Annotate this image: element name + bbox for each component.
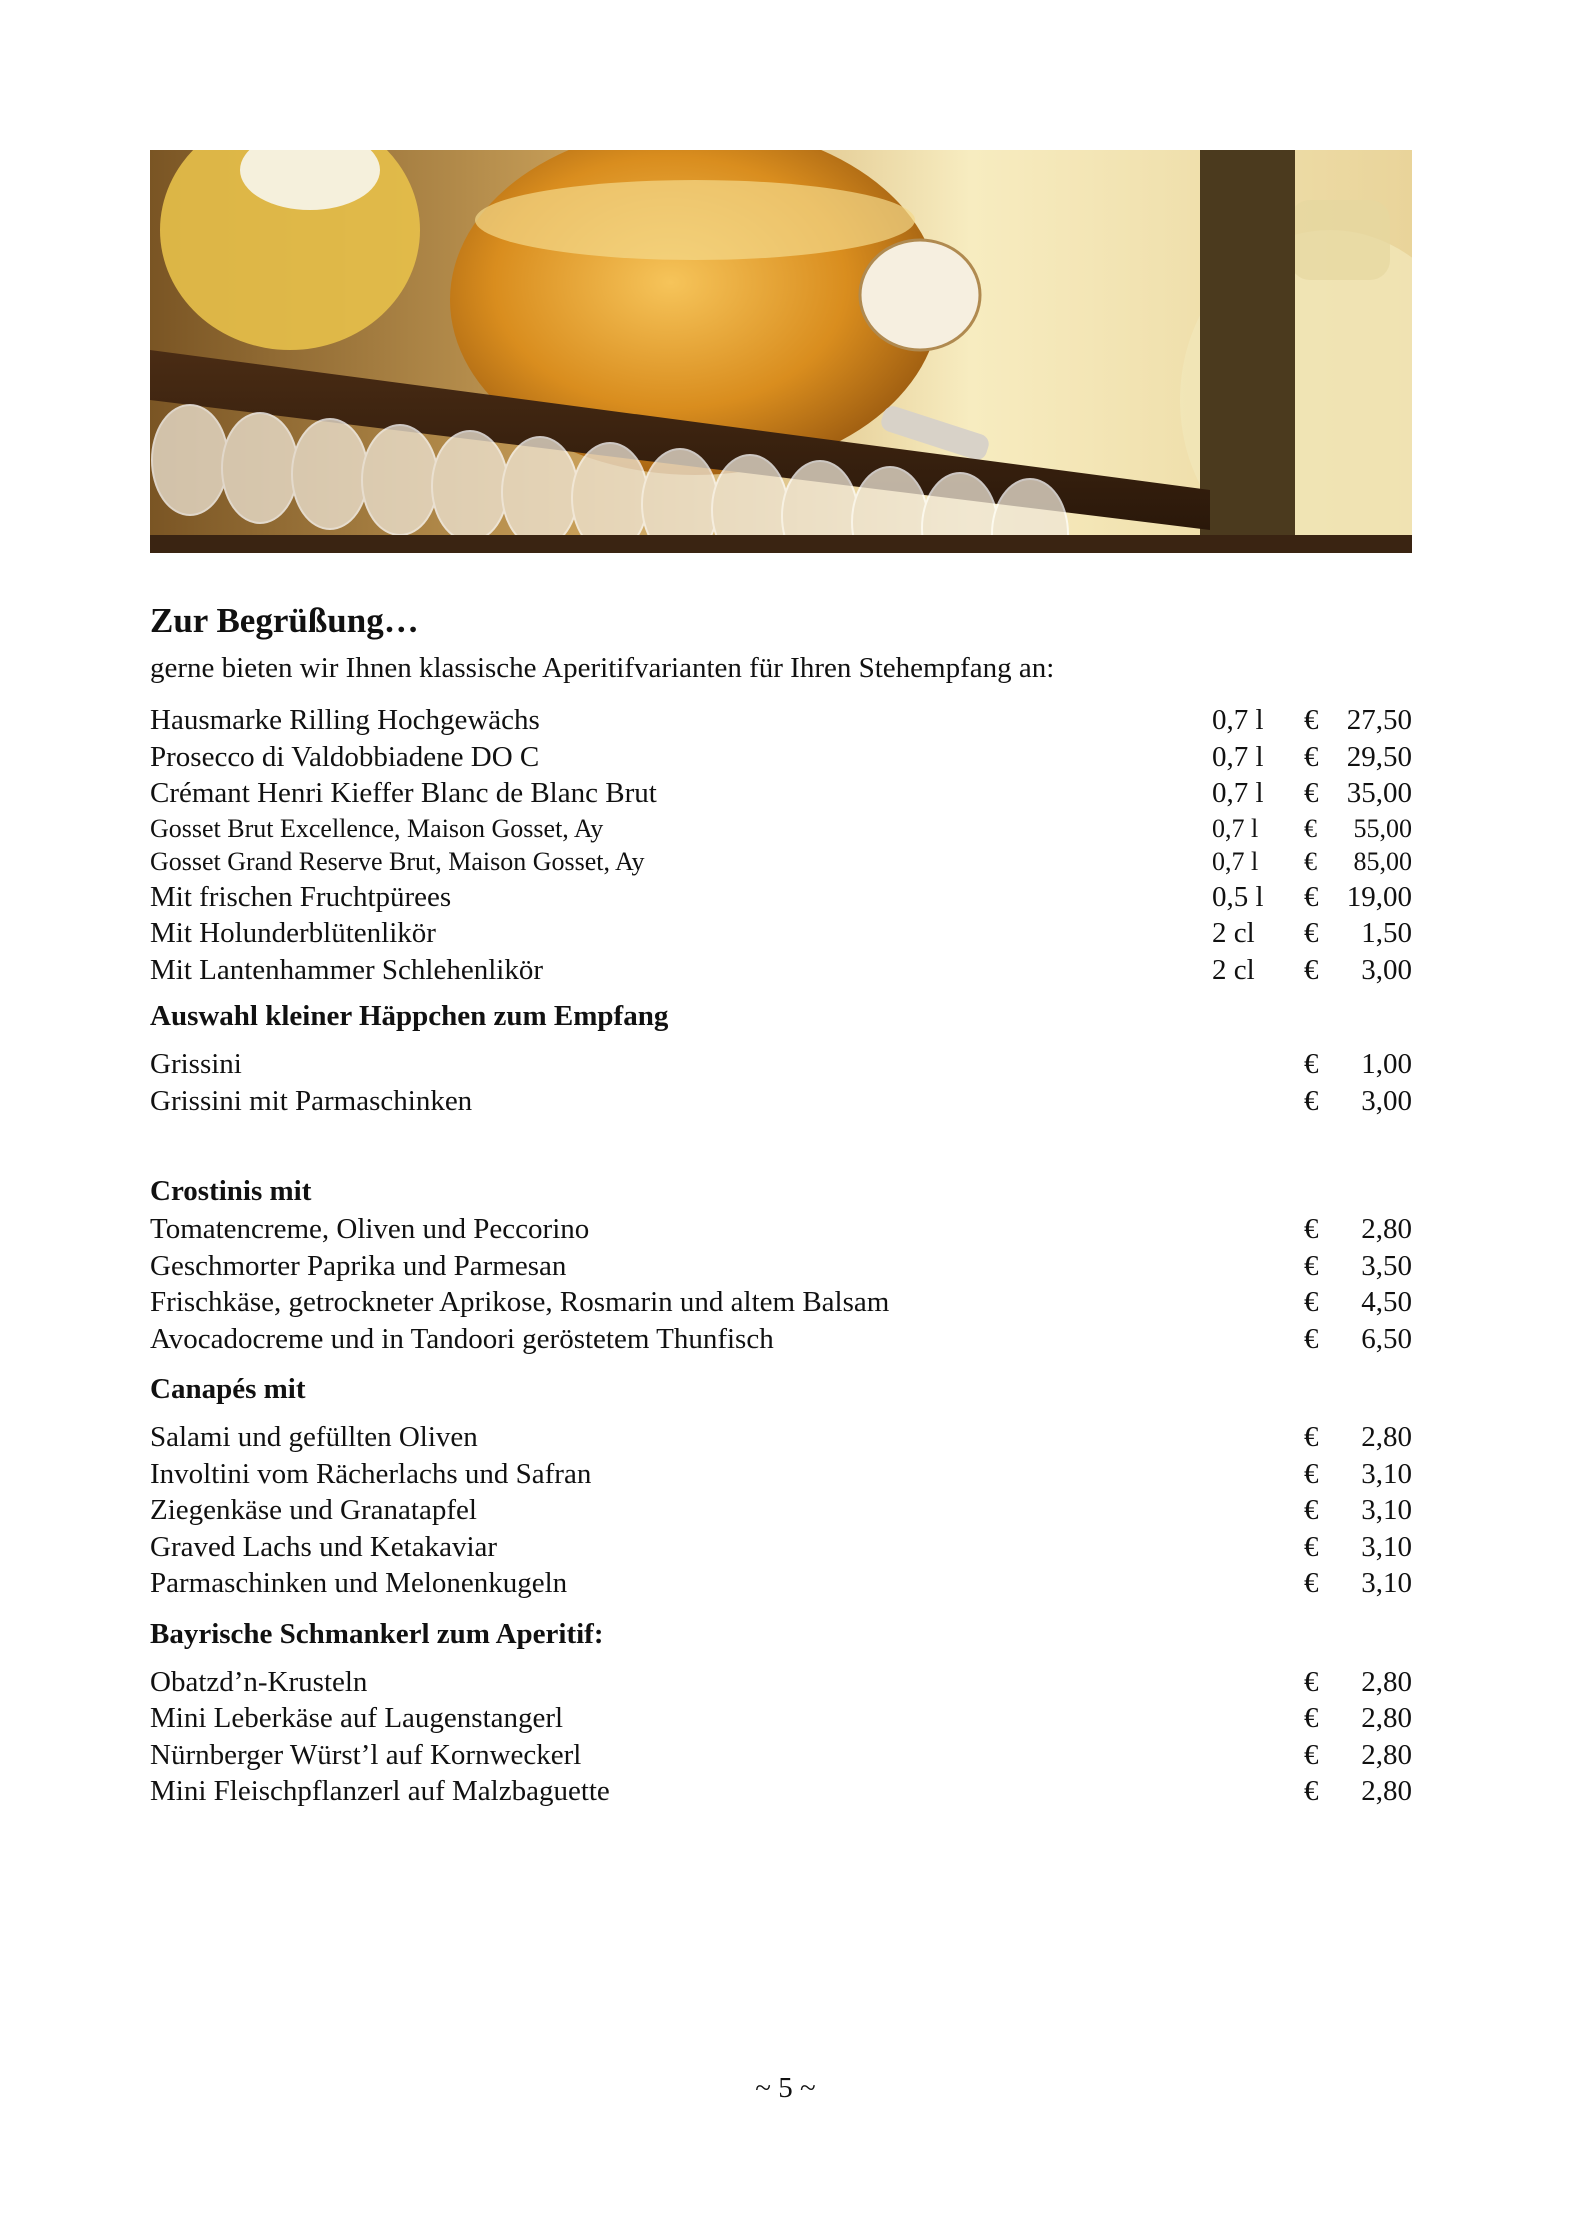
menu-item-row [150, 1284, 1412, 1321]
item-price: 55,00 [1353, 813, 1412, 843]
item-currency: € [1304, 1665, 1319, 1698]
section-heading: Bayrische Schmankerl zum Aperitif: [150, 1617, 604, 1650]
menu-item-row [150, 1046, 1412, 1083]
item-price: 2,80 [1361, 1665, 1412, 1698]
item-name: Grissini [150, 1048, 242, 1080]
item-price: 29,50 [1346, 740, 1412, 773]
item-price: 35,00 [1346, 777, 1412, 809]
item-currency: € [1304, 1084, 1319, 1117]
menu-sections [150, 996, 1412, 1810]
item-price: 19,00 [1346, 880, 1412, 913]
menu-item-row [150, 879, 1412, 916]
item-currency: € [1304, 1249, 1319, 1282]
item-currency: € [1304, 1457, 1319, 1490]
item-quantity: 0,7 l [1212, 847, 1259, 876]
item-name: Nürnberger Würst’l auf Kornweckerl [150, 1738, 582, 1771]
item-currency: € [1304, 953, 1319, 986]
menu-item-row [150, 1664, 1412, 1701]
item-currency: € [1304, 1048, 1319, 1080]
menu-item-row [150, 1248, 1412, 1285]
item-currency: € [1304, 813, 1317, 843]
menu-item-row [150, 1419, 1412, 1456]
item-name: Gosset Brut Excellence, Maison Gosset, Ay [150, 813, 604, 843]
item-name: Gosset Grand Reserve Brut, Maison Gosset, Ay [150, 847, 645, 876]
item-currency: € [1304, 1494, 1319, 1526]
menu-item-row [150, 915, 1412, 952]
item-name: Mit Holunderblütenlikör [150, 917, 436, 949]
item-price: 3,10 [1361, 1457, 1412, 1490]
item-price: 2,80 [1361, 1213, 1412, 1245]
item-price: 2,80 [1361, 1702, 1412, 1734]
menu-item-row [150, 1773, 1412, 1810]
menu-item-row [150, 1565, 1412, 1602]
item-currency: € [1304, 917, 1319, 949]
item-price: 2,80 [1361, 1775, 1412, 1807]
item-price: 2,80 [1361, 1738, 1412, 1771]
menu-item-row [150, 812, 1412, 846]
aperitif-list [150, 702, 1412, 988]
section-heading: Crostinis mit [150, 1175, 312, 1207]
item-name: Geschmorter Paprika und Parmesan [150, 1249, 567, 1282]
item-quantity: 0,5 l [1212, 880, 1264, 913]
menu-item-row [150, 952, 1412, 989]
item-name: Mit frischen Fruchtpürees [150, 880, 452, 913]
item-price: 3,10 [1361, 1494, 1412, 1526]
item-quantity: 0,7 l [1212, 740, 1264, 773]
menu-item-row [150, 1321, 1412, 1358]
item-name: Grissini mit Parmaschinken [150, 1084, 473, 1117]
menu-item-row [150, 1529, 1412, 1566]
menu-item-row [150, 1492, 1412, 1529]
item-price: 6,50 [1361, 1322, 1412, 1355]
item-name: Hausmarke Rilling Hochgewächs [150, 704, 540, 736]
item-name: Mit Lantenhammer Schlehenlikör [150, 953, 544, 986]
item-currency: € [1304, 1286, 1319, 1318]
item-currency: € [1304, 847, 1317, 876]
page-number: ~ 5 ~ [755, 2072, 816, 2104]
item-price: 1,00 [1361, 1048, 1412, 1080]
item-name: Mini Fleischpflanzerl auf Malzbaguette [150, 1775, 610, 1807]
header-photo [150, 150, 1412, 553]
item-currency: € [1304, 1530, 1319, 1563]
item-currency: € [1304, 704, 1319, 736]
menu-item-row [150, 1700, 1412, 1737]
item-name: Crémant Henri Kieffer Blanc de Blanc Brut [150, 777, 657, 809]
menu-item-row [150, 702, 1412, 739]
item-name: Involtini vom Rächerlachs und Safran [150, 1457, 592, 1490]
menu-item-row [150, 739, 1412, 776]
menu-item-row [150, 845, 1412, 879]
item-currency: € [1304, 1213, 1319, 1245]
item-price: 3,50 [1361, 1249, 1412, 1282]
item-name: Avocadocreme und in Tandoori geröstetem Thunfisch [150, 1322, 774, 1355]
item-currency: € [1304, 740, 1319, 773]
menu-item-row [150, 775, 1412, 812]
item-price: 3,00 [1361, 953, 1412, 986]
item-name: Mini Leberkäse auf Laugenstangerl [150, 1702, 564, 1734]
menu-item-row [150, 1456, 1412, 1493]
item-name: Prosecco di Valdobbiadene DO C [150, 740, 540, 773]
menu-item-row [150, 1083, 1412, 1120]
item-price: 3,00 [1361, 1084, 1412, 1117]
item-currency: € [1304, 1738, 1319, 1771]
bar-shelf-photo-icon [150, 150, 1412, 553]
item-quantity: 0,7 l [1212, 704, 1264, 736]
item-currency: € [1304, 1322, 1319, 1355]
item-currency: € [1304, 777, 1319, 809]
item-currency: € [1304, 1702, 1319, 1734]
item-price: 85,00 [1353, 847, 1412, 876]
item-quantity: 2 cl [1212, 953, 1255, 986]
item-price: 3,10 [1361, 1567, 1412, 1599]
menu-item-row [150, 1737, 1412, 1774]
menu-content [150, 596, 1412, 1810]
page-title: Zur Begrüßung… [150, 601, 419, 640]
menu-item-row [150, 1211, 1412, 1248]
item-name: Ziegenkäse und Granatapfel [150, 1494, 477, 1526]
item-name: Graved Lachs und Ketakaviar [150, 1530, 498, 1563]
item-name: Parmaschinken und Melonenkugeln [150, 1567, 568, 1599]
item-name: Salami und gefüllten Oliven [150, 1421, 478, 1453]
item-name: Tomatencreme, Oliven und Peccorino [150, 1213, 590, 1245]
item-currency: € [1304, 1775, 1319, 1807]
item-price: 27,50 [1346, 704, 1412, 736]
item-quantity: 2 cl [1212, 917, 1255, 949]
item-quantity: 0,7 l [1212, 777, 1264, 809]
item-price: 3,10 [1361, 1530, 1412, 1563]
intro-text: gerne bieten wir Ihnen klassische Aperitifvarianten für Ihren Stehempfang an: [150, 652, 1055, 684]
item-name: Frischkäse, getrockneter Aprikose, Rosmarin und altem Balsam [150, 1286, 890, 1318]
item-price: 4,50 [1361, 1286, 1412, 1318]
item-currency: € [1304, 880, 1319, 913]
item-quantity: 0,7 l [1212, 813, 1259, 843]
item-currency: € [1304, 1567, 1319, 1599]
item-name: Obatzd’n-Krusteln [150, 1665, 368, 1698]
section-heading: Canapés mit [150, 1373, 306, 1405]
section-heading: Auswahl kleiner Häppchen zum Empfang [150, 1000, 669, 1032]
item-currency: € [1304, 1421, 1319, 1453]
item-price: 1,50 [1361, 917, 1412, 949]
item-price: 2,80 [1361, 1421, 1412, 1453]
